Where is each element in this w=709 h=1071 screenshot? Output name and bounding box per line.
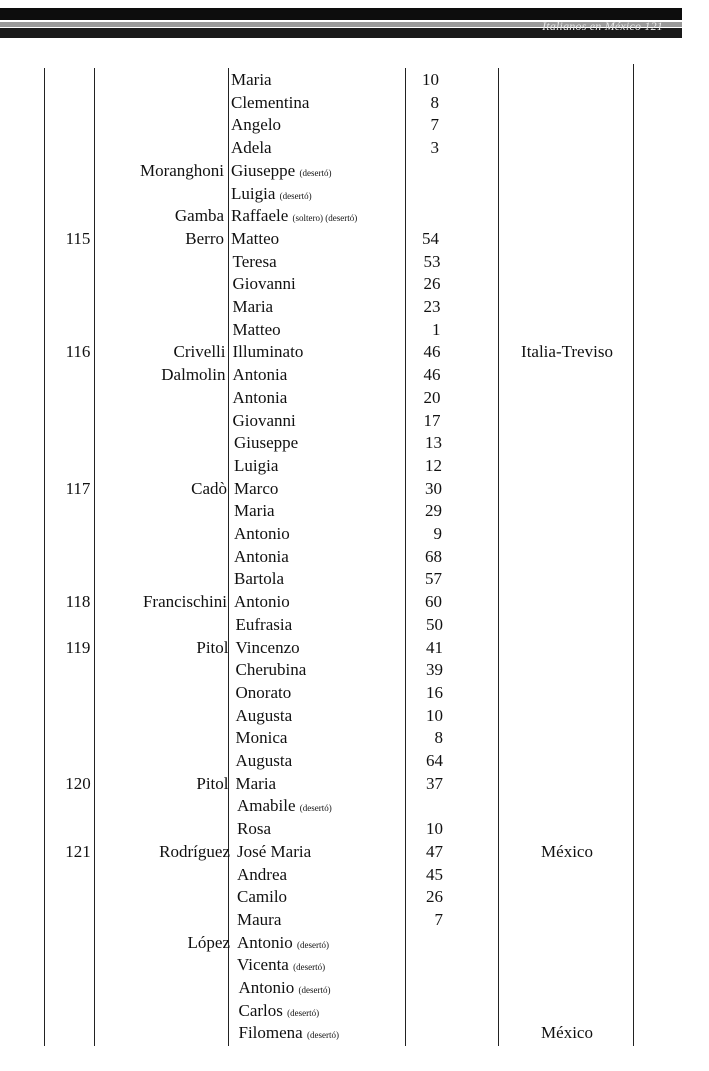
given-name: Illuminato	[232, 342, 304, 362]
given-name-cell	[236, 615, 293, 635]
given-name: Maura	[237, 909, 282, 929]
status-note: (desertó)	[296, 939, 329, 950]
table-row	[0, 1001, 709, 1023]
given-name: Raffaele	[231, 206, 289, 226]
age-cell: 10	[426, 705, 443, 725]
given-name-cell	[239, 978, 331, 998]
row-number: 119	[65, 637, 91, 657]
given-name: Antonia	[234, 546, 289, 566]
given-name: Antonio	[237, 932, 293, 952]
row-number: 121	[65, 841, 91, 861]
table-row	[0, 365, 709, 387]
age-cell: 41	[426, 637, 443, 657]
given-name-cell	[239, 1001, 320, 1021]
given-name: Filomena	[238, 1023, 303, 1043]
table-row	[0, 161, 709, 183]
table-row	[0, 978, 709, 1000]
given-name-cell	[237, 910, 281, 930]
given-name: Clementina	[231, 92, 310, 112]
given-name: Luigia	[231, 183, 276, 203]
given-name: Bartola	[234, 569, 285, 589]
table-row	[0, 388, 709, 410]
given-name-cell	[237, 887, 287, 907]
given-name-cell	[236, 706, 293, 726]
given-name: Augusta	[235, 705, 293, 725]
given-name-cell	[234, 569, 284, 589]
given-name: Vicenta	[237, 955, 289, 975]
age-cell: 26	[423, 274, 441, 294]
surname-cell: Rodríguez	[159, 841, 230, 861]
table-row	[0, 524, 709, 546]
given-name-cell	[236, 728, 288, 748]
age-cell: 37	[426, 773, 443, 793]
given-name-cell	[237, 796, 332, 816]
table-row	[0, 660, 709, 682]
table-row	[0, 842, 709, 864]
given-name: Eufrasia	[235, 614, 293, 634]
given-name: Maria	[231, 70, 272, 89]
given-name-cell	[234, 547, 289, 567]
given-name-cell	[237, 955, 325, 975]
age-cell: 29	[425, 501, 442, 521]
age-cell: 46	[423, 342, 441, 362]
table-row	[0, 479, 709, 501]
surname-cell: López	[187, 932, 230, 952]
table-row	[0, 933, 709, 955]
age-cell: 60	[425, 592, 442, 612]
table-row	[0, 819, 709, 841]
age-cell: 12	[425, 455, 442, 475]
running-head: Italianos en México 121	[542, 19, 663, 33]
table-row	[0, 433, 709, 455]
age-cell: 7	[434, 909, 443, 929]
surname-cell: Crivelli	[173, 342, 226, 362]
given-name: Giuseppe	[231, 160, 296, 180]
given-name: Augusta	[235, 751, 293, 770]
age-cell: 7	[430, 115, 439, 135]
age-cell: 8	[430, 92, 439, 112]
surname-cell: Berro	[185, 228, 224, 248]
table-row	[0, 728, 709, 750]
table-row	[0, 592, 709, 614]
given-name: Giovanni	[232, 410, 296, 430]
table-row	[0, 411, 709, 433]
given-name-cell	[231, 70, 272, 90]
table-row	[0, 252, 709, 274]
age-cell: 26	[426, 887, 443, 907]
given-name-cell	[231, 229, 279, 249]
table-row	[0, 638, 709, 660]
given-name: Antonio	[238, 978, 295, 997]
given-name-cell	[234, 433, 298, 453]
given-name-cell	[237, 933, 329, 953]
age-cell: 9	[433, 524, 442, 543]
age-cell: 23	[423, 297, 441, 316]
given-name: Antonia	[232, 387, 288, 407]
given-name: Rosa	[237, 819, 271, 839]
age-cell: 53	[423, 251, 441, 271]
table-row	[0, 456, 709, 478]
table-row	[0, 501, 709, 523]
given-name-cell	[234, 524, 290, 544]
given-name: José Maria	[237, 841, 312, 861]
given-name-cell	[231, 115, 281, 135]
given-name-cell	[233, 388, 288, 408]
given-name: Maria	[234, 501, 275, 521]
table-row	[0, 774, 709, 796]
table-row	[0, 751, 709, 773]
given-name: Cherubina	[235, 660, 307, 680]
table-row	[0, 115, 709, 137]
table-row	[0, 615, 709, 637]
age-cell: 54	[422, 228, 439, 248]
given-name: Carlos	[238, 1000, 283, 1020]
table-row	[0, 547, 709, 569]
table-row	[0, 274, 709, 296]
given-name-cell	[231, 161, 331, 181]
table-row	[0, 1023, 709, 1045]
given-name: Maria	[235, 773, 277, 793]
given-name-cell	[231, 184, 312, 204]
age-cell: 47	[426, 841, 443, 861]
surname-cell: Pitol	[196, 637, 229, 657]
given-name-cell	[233, 365, 288, 385]
given-name-cell	[233, 342, 304, 362]
given-name-cell	[234, 479, 278, 499]
status-note: (desertó)	[306, 1030, 339, 1041]
given-name: Marco	[234, 478, 279, 498]
given-name: Andrea	[237, 864, 288, 884]
given-name-cell	[237, 819, 271, 839]
age-cell: 64	[426, 751, 443, 770]
status-note: (desertó)	[287, 1007, 320, 1018]
age-cell: 8	[434, 728, 443, 748]
given-name-cell	[236, 638, 300, 658]
status-note: (desertó)	[299, 167, 332, 178]
table-row	[0, 683, 709, 705]
surname-cell: Gamba	[174, 206, 224, 226]
table-row	[0, 93, 709, 115]
table-row	[0, 865, 709, 887]
surname-cell: Pitol	[196, 773, 229, 793]
given-name-cell	[234, 456, 278, 476]
given-name-cell	[233, 320, 281, 340]
table-row	[0, 342, 709, 364]
table-row	[0, 297, 709, 319]
table-row	[0, 796, 709, 818]
row-number: 118	[65, 592, 91, 612]
given-name: Matteo	[232, 319, 281, 339]
age-cell: 1	[432, 319, 441, 339]
given-name: Angelo	[231, 115, 282, 135]
age-cell: 50	[426, 614, 443, 634]
given-name: Monica	[235, 728, 288, 748]
given-name-cell	[236, 774, 277, 794]
age-cell: 20	[423, 387, 441, 407]
status-note: (soltero) (desertó)	[292, 213, 358, 224]
surname-cell: Cadò	[191, 478, 227, 498]
given-name-cell	[231, 138, 272, 158]
age-cell: 16	[426, 682, 443, 702]
age-cell: 3	[430, 138, 439, 158]
given-name: Antonio	[234, 592, 290, 612]
given-name-cell	[233, 252, 277, 272]
given-name-cell	[236, 683, 292, 703]
table-row	[0, 706, 709, 728]
age-cell: 10	[426, 819, 443, 839]
table-row	[0, 569, 709, 591]
table-row	[0, 887, 709, 909]
status-note: (desertó)	[298, 985, 331, 995]
age-cell: 17	[423, 410, 441, 430]
given-name: Matteo	[231, 228, 280, 248]
age-cell: 30	[425, 478, 442, 498]
given-name-cell	[237, 842, 311, 862]
surname-cell: Francischini	[142, 592, 227, 612]
status-note: (desertó)	[279, 190, 312, 201]
given-name: Adela	[231, 138, 272, 158]
table-row	[0, 910, 709, 932]
given-name: Vincenzo	[235, 637, 300, 657]
given-name-cell	[239, 1023, 339, 1043]
surname-cell: Dalmolin	[161, 365, 226, 385]
origin-cell: Italia-Treviso	[521, 342, 613, 362]
status-note: (desertó)	[299, 803, 332, 814]
age-cell: 68	[425, 546, 442, 566]
given-name-cell	[233, 411, 296, 431]
table-row	[0, 320, 709, 342]
given-name: Teresa	[232, 251, 277, 271]
given-name: Giovanni	[232, 274, 296, 294]
given-name-cell	[236, 660, 307, 680]
table-row	[0, 70, 709, 92]
given-name-cell	[231, 206, 357, 226]
given-name-cell	[234, 592, 290, 612]
row-number: 115	[65, 228, 91, 248]
given-name: Antonio	[234, 524, 290, 543]
given-name-cell	[236, 751, 293, 771]
given-name-cell	[233, 274, 296, 294]
age-cell: 45	[426, 864, 443, 884]
age-cell: 46	[423, 365, 441, 385]
given-name: Giuseppe	[234, 433, 299, 453]
age-cell: 10	[422, 70, 439, 89]
row-number: 116	[65, 342, 91, 362]
row-number: 117	[65, 478, 91, 498]
age-cell: 39	[426, 660, 443, 680]
age-cell: 57	[425, 569, 442, 589]
table-row	[0, 184, 709, 206]
table-row	[0, 955, 709, 977]
given-name: Luigia	[234, 455, 279, 475]
origin-cell: México	[541, 1023, 593, 1043]
origin-cell: México	[541, 841, 593, 861]
status-note: (desertó)	[293, 962, 326, 973]
age-cell: 13	[425, 433, 442, 453]
table-row	[0, 229, 709, 251]
given-name: Antonia	[232, 365, 288, 385]
table-row	[0, 138, 709, 160]
given-name-cell	[234, 501, 275, 521]
given-name-cell	[231, 93, 309, 113]
given-name-cell	[233, 297, 274, 317]
given-name-cell	[237, 865, 287, 885]
row-number: 120	[65, 773, 91, 793]
given-name: Camilo	[237, 887, 288, 907]
given-name: Maria	[232, 297, 274, 316]
given-name: Amabile	[237, 796, 296, 816]
surname-cell: Moranghoni	[139, 160, 224, 180]
given-name: Onorato	[235, 682, 292, 702]
table-row	[0, 206, 709, 228]
